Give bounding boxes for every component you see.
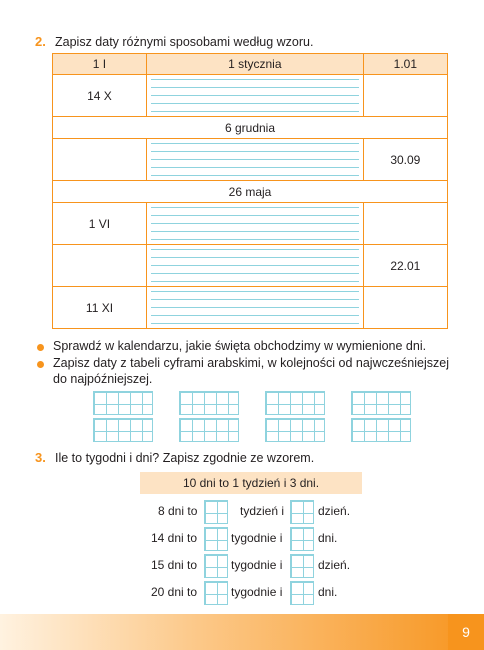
days-label: 8 dni to xyxy=(158,504,198,518)
bullet-text: Sprawdź w kalendarzu, jakie święta obchodzimy w wymienione dni. xyxy=(53,339,427,353)
table-row xyxy=(53,245,448,287)
answer-cell[interactable] xyxy=(53,139,147,181)
task-2-instruction: Zapisz daty różnymi sposobami według wzoru. xyxy=(55,35,314,49)
bullet-text-continued: do najpóźniejszej. xyxy=(53,372,153,386)
answer-grid[interactable] xyxy=(179,418,239,442)
task-3-instruction: Ile to tygodni i dni? Zapisz zgodnie ze wzorem. xyxy=(55,451,315,465)
cell-words-span: 26 maja xyxy=(53,181,448,203)
answer-cell[interactable] xyxy=(363,75,447,117)
unit-label: tygodnie i xyxy=(231,585,283,599)
end-label: dzień. xyxy=(318,558,351,572)
header-words: 1 stycznia xyxy=(146,54,363,75)
bullet-icon xyxy=(37,344,44,351)
table-row xyxy=(53,203,448,245)
page-number: 9 xyxy=(448,614,484,650)
answer-grid[interactable] xyxy=(93,391,153,415)
days-label: 15 dni to xyxy=(151,558,198,572)
answer-grid[interactable] xyxy=(93,418,153,442)
end-label: dni. xyxy=(318,585,338,599)
answer-grid[interactable] xyxy=(265,391,325,415)
end-label: dni. xyxy=(318,531,338,545)
writing-lines-cell[interactable] xyxy=(146,287,363,329)
weeks-input-box[interactable] xyxy=(204,581,228,605)
writing-lines-cell[interactable] xyxy=(146,203,363,245)
example-box: 10 dni to 1 tydzień i 3 dni. xyxy=(140,472,362,494)
dates-table xyxy=(52,53,448,329)
table-row xyxy=(53,287,448,329)
cell-roman: 14 X xyxy=(53,75,147,117)
weeks-input-box[interactable] xyxy=(204,500,228,524)
days-input-box[interactable] xyxy=(290,554,314,578)
writing-lines-cell[interactable] xyxy=(146,245,363,287)
table-row xyxy=(53,181,448,203)
answer-grid[interactable] xyxy=(351,418,411,442)
days-label: 14 dni to xyxy=(151,531,198,545)
task-3-number: 3. xyxy=(35,450,46,465)
unit-label: tygodnie i xyxy=(231,531,283,545)
end-label: dzień. xyxy=(318,504,351,518)
days-input-box[interactable] xyxy=(290,500,314,524)
header-roman: 1 I xyxy=(53,54,147,75)
unit-label: tydzień i xyxy=(240,504,285,518)
table-header-row xyxy=(53,54,448,75)
footer-band xyxy=(0,614,484,650)
days-input-box[interactable] xyxy=(290,527,314,551)
answer-cell[interactable] xyxy=(363,203,447,245)
cell-roman: 11 XI xyxy=(53,287,147,329)
table-row xyxy=(53,117,448,139)
writing-lines-cell[interactable] xyxy=(146,139,363,181)
table-row xyxy=(53,139,448,181)
days-input-box[interactable] xyxy=(290,581,314,605)
weeks-input-box[interactable] xyxy=(204,527,228,551)
answer-cell[interactable] xyxy=(363,287,447,329)
bullet-icon xyxy=(37,361,44,368)
header-numeric: 1.01 xyxy=(363,54,447,75)
cell-words-span: 6 grudnia xyxy=(53,117,448,139)
answer-cell[interactable] xyxy=(53,245,147,287)
days-label: 20 dni to xyxy=(151,585,198,599)
table-row xyxy=(53,75,448,117)
cell-numeric: 30.09 xyxy=(363,139,447,181)
cell-roman: 1 VI xyxy=(53,203,147,245)
cell-numeric: 22.01 xyxy=(363,245,447,287)
answer-grid[interactable] xyxy=(265,418,325,442)
bullet-text: Zapisz daty z tabeli cyframi arabskimi, w kolejności od najwcześniejszej xyxy=(53,356,449,370)
answer-grid[interactable] xyxy=(351,391,411,415)
task-2-number: 2. xyxy=(35,34,46,49)
writing-lines-cell[interactable] xyxy=(146,75,363,117)
weeks-input-box[interactable] xyxy=(204,554,228,578)
answer-grid[interactable] xyxy=(179,391,239,415)
unit-label: tygodnie i xyxy=(231,558,283,572)
